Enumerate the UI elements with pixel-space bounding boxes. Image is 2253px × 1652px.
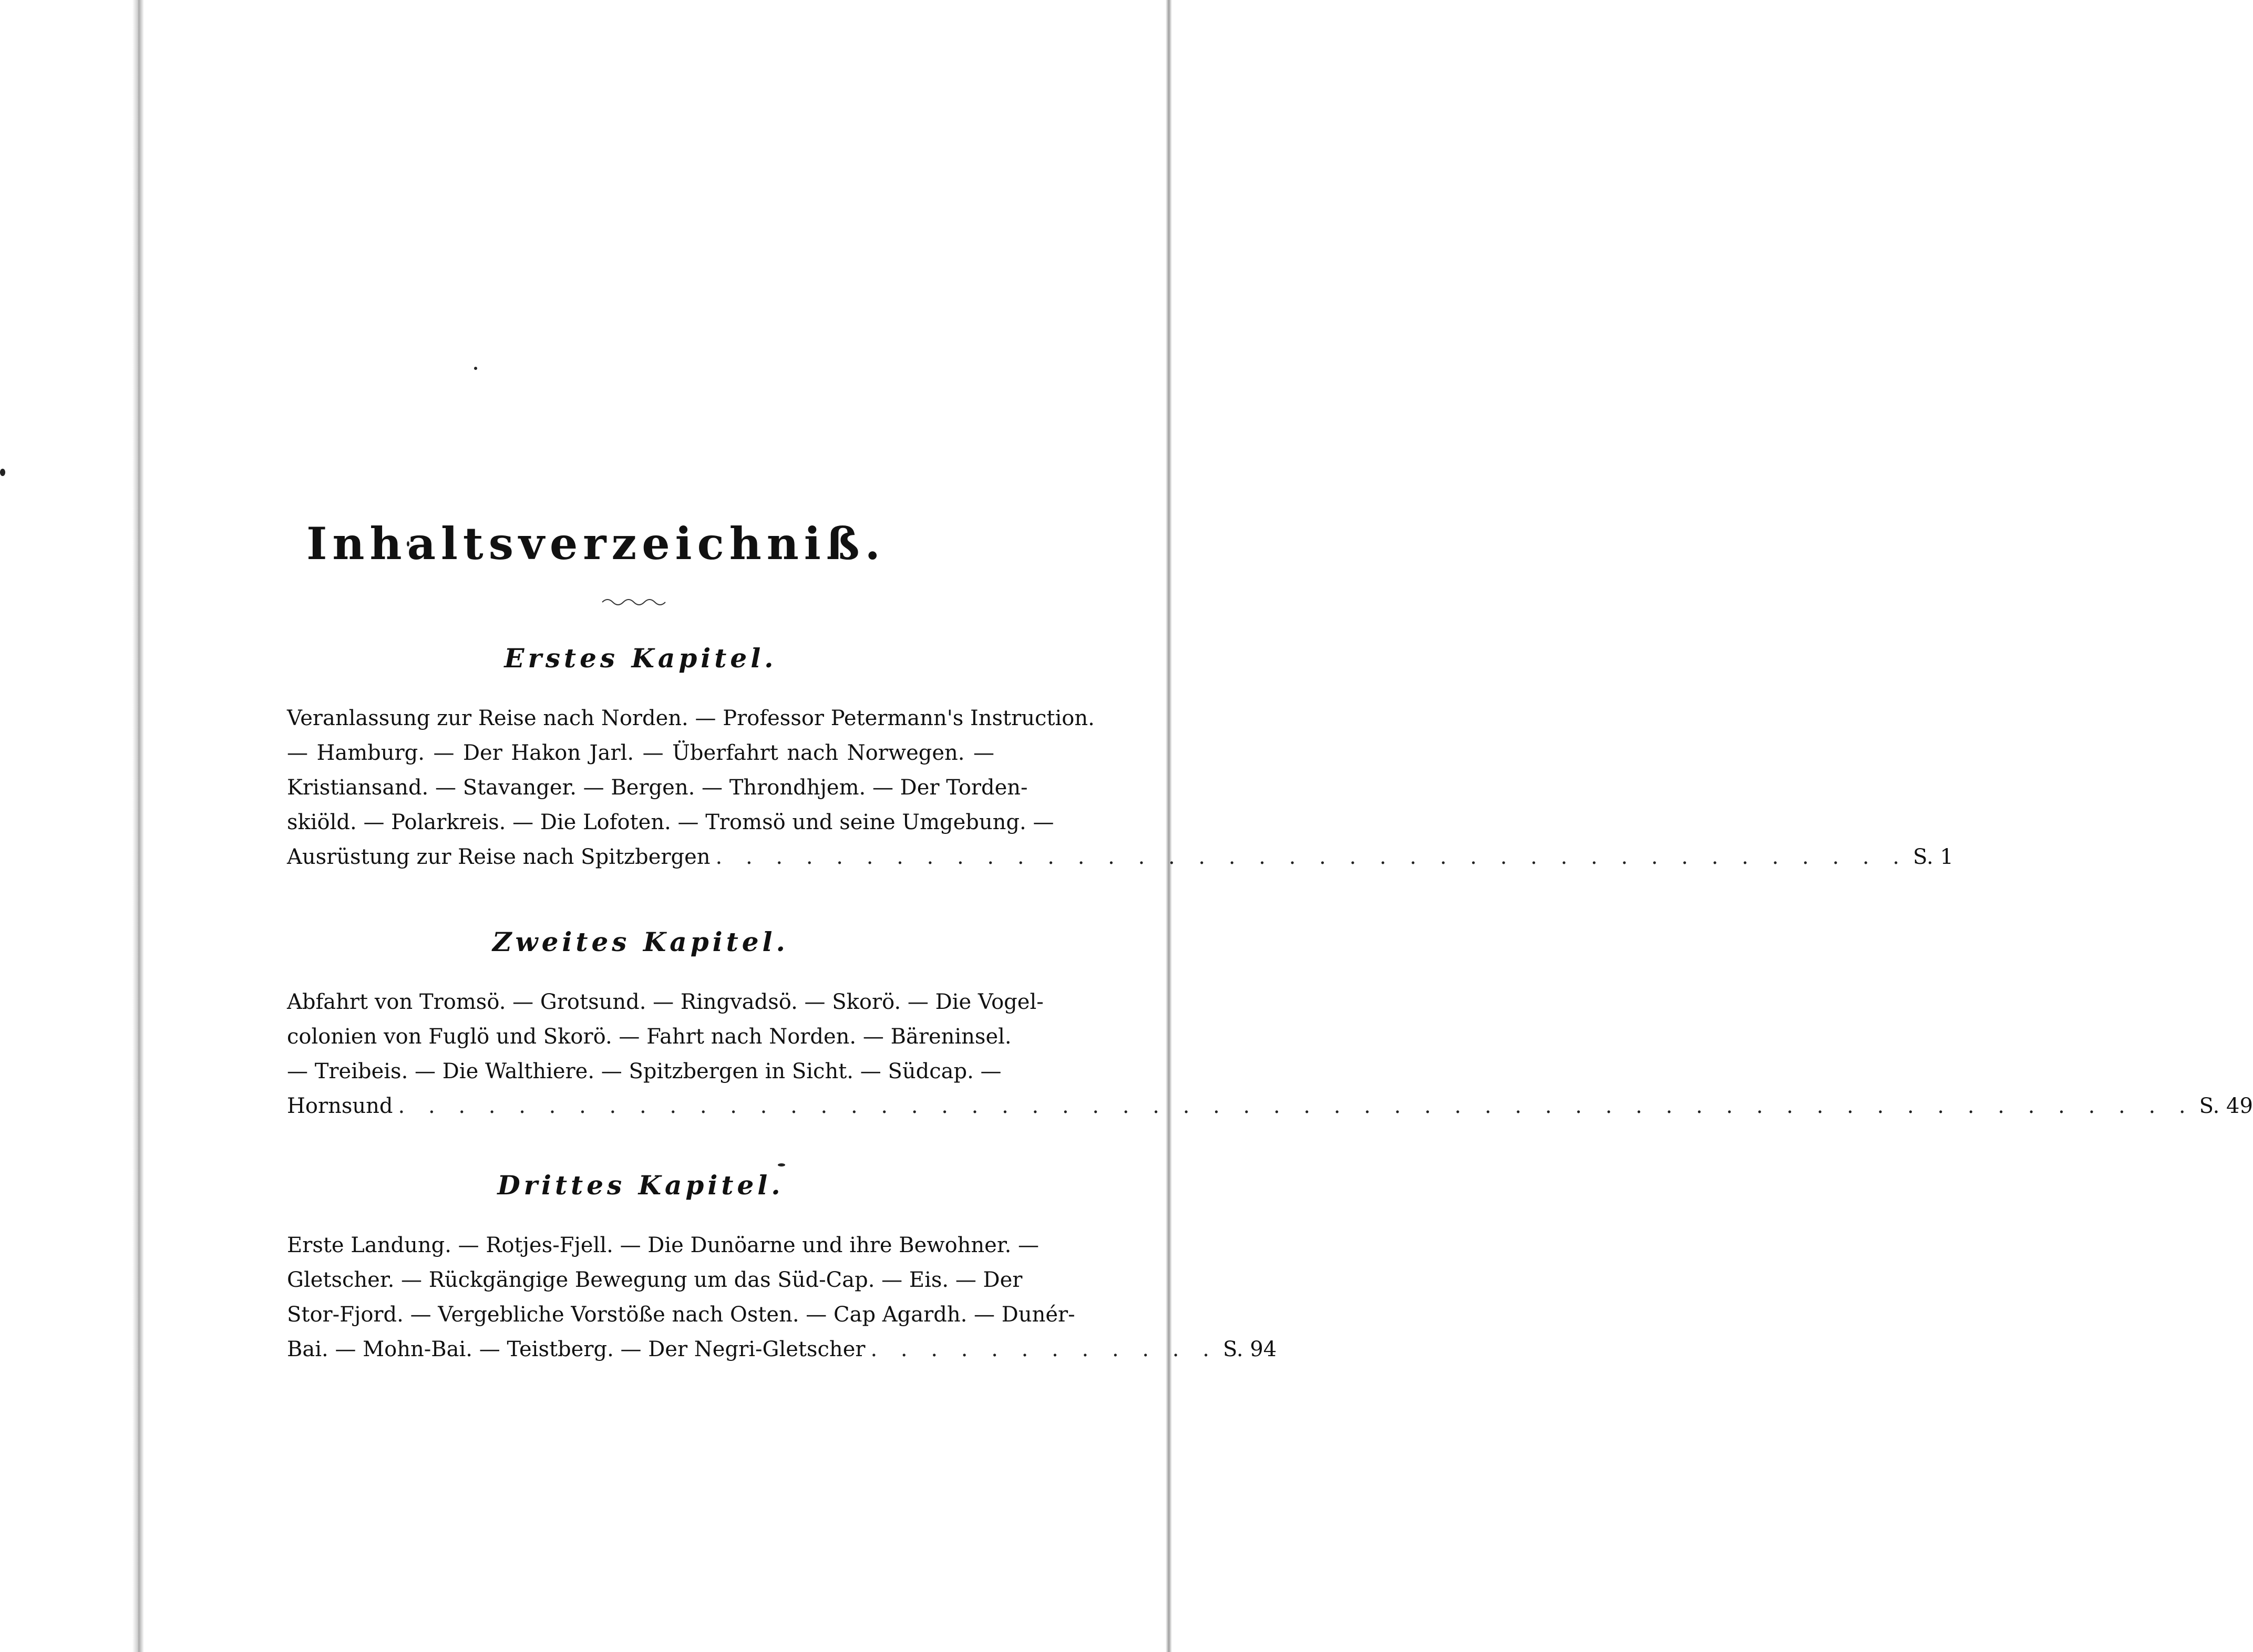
- summary-line: Bai. — Mohn-Bai. — Teistberg. — Der Negri-Gletscher: [287, 1337, 866, 1361]
- dot-leader: . . . . . . . . . . . . . . . . . . . . . . . . . . . . . . . . . . . . . . . .: [715, 845, 1908, 869]
- summary-line: Veranlassung zur Reise nach Norden. — Professor Petermann's Instruction.: [287, 706, 1095, 730]
- summary-line: Kristiansand. — Stavanger. — Bergen. — Throndhjem. — Der Torden-: [287, 776, 1028, 800]
- chapter-heading: Drittes Kapitel.: [497, 1170, 784, 1201]
- summary-line: Hornsund: [287, 1094, 393, 1118]
- chapter-summary: [287, 701, 1953, 874]
- page-number: S. 1: [1913, 845, 1953, 869]
- summary-last-line: [287, 1089, 2253, 1123]
- summary-line: — Hamburg. — Der Hakon Jarl. — Überfahrt nach Norwegen. —: [287, 741, 994, 765]
- decorative-rule: [601, 596, 666, 605]
- ink-speck: [474, 367, 477, 370]
- chapter-2: [287, 926, 2253, 1123]
- chapter-summary: [287, 985, 2253, 1123]
- summary-line: Stor-Fjord. — Vergebliche Vorstöße nach Osten. — Cap Agardh. — Dunér-: [287, 1303, 1075, 1327]
- ink-speck: [778, 1163, 785, 1166]
- chapter-heading: Zweites Kapitel.: [492, 926, 789, 957]
- summary-line: skiöld. — Polarkreis. — Die Lofoten. — Tromsö und seine Umgebung. —: [287, 810, 1054, 834]
- ink-speck: [0, 469, 5, 476]
- dot-leader: . . . . . . . . . . . .: [870, 1337, 1218, 1361]
- summary-line: colonien von Fuglö und Skorö. — Fahrt nach Norden. — Bäreninsel.: [287, 1025, 1012, 1049]
- page-title: Inhaltsverzeichniß.: [306, 518, 886, 570]
- summary-line: Abfahrt von Tromsö. — Grotsund. — Ringvadsö. — Skorö. — Die Vogel-: [287, 990, 1044, 1014]
- chapter-1: [287, 642, 1953, 874]
- summary-line: Ausrüstung zur Reise nach Spitzbergen: [287, 845, 711, 869]
- chapter-3: [287, 1169, 1277, 1367]
- page-edge-shadow: [1166, 0, 1172, 1652]
- summary-line: — Treibeis. — Die Walthiere. — Spitzbergen in Sicht. — Südcap. —: [287, 1059, 1002, 1083]
- summary-line: Gletscher. — Rückgängige Bewegung um das Süd-Cap. — Eis. — Der: [287, 1268, 1023, 1292]
- chapter-summary: [287, 1228, 1277, 1367]
- summary-last-line: [287, 1332, 1277, 1367]
- chapter-heading: Erstes Kapitel.: [504, 643, 777, 674]
- page-number: S. 49: [2199, 1094, 2253, 1118]
- dot-leader: . . . . . . . . . . . . . . . . . . . . . . . . . . . . . . . . . . . . . . . . . . . . . . . . . . . . . . . . . . . .: [398, 1094, 2194, 1118]
- summary-last-line: [287, 840, 1953, 874]
- page-gutter-shadow: [132, 0, 144, 1652]
- summary-line: Erste Landung. — Rotjes-Fjell. — Die Dunöarne und ihre Bewohner. —: [287, 1233, 1039, 1257]
- page-number: S. 94: [1222, 1337, 1277, 1361]
